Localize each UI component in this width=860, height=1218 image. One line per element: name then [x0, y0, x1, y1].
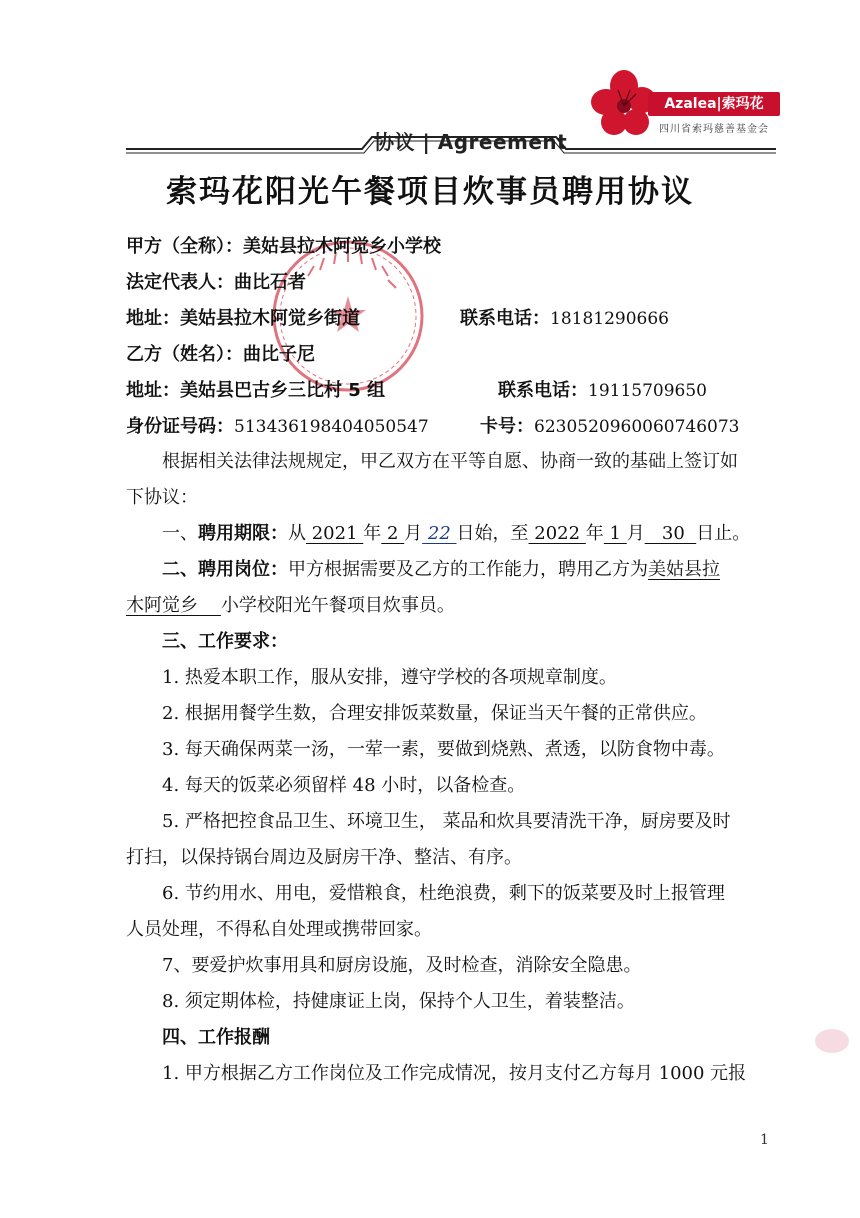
s2-text-2: 小学校阳光午餐项目炊事员。 [220, 595, 455, 616]
s1-text-until: 日始，至 [456, 523, 529, 544]
intro-line-1: 根据相关法律法规规定，甲乙双方在平等自愿、协商一致的基础上签订如 [162, 451, 738, 472]
party-b-addr-label: 地址： [126, 380, 180, 401]
party-b-card: 6230520960060746073 [534, 417, 740, 437]
section-2-line-2 [126, 588, 455, 624]
party-b-name-label: 乙方（姓名）： [126, 344, 243, 365]
party-a-addr-line [126, 304, 360, 330]
s1-month-label-1: 月 [404, 523, 423, 544]
ink-stain [812, 1024, 852, 1058]
logo-subtitle: 四川省索玛慈善基金会 [659, 124, 769, 135]
s3-item-2: 2. 根据用餐学生数，合理安排饭菜数量，保证当天午餐的正常供应。 [162, 703, 707, 724]
s2-heading: 二、聘用岗位： [162, 559, 288, 580]
page-number: 1 [760, 1132, 769, 1148]
s3-item-7: 7、要爱护炊事用具和厨房设施，及时检查，消除安全隐患。 [162, 955, 642, 976]
s1-prefix: 一、 [162, 523, 198, 544]
foundation-logo [588, 68, 786, 138]
section-2-line-1 [162, 552, 720, 588]
party-b-phone: 19115709650 [588, 381, 707, 401]
party-b-phone-label: 联系电话： [498, 380, 588, 401]
s1-end-month: 1 [603, 523, 627, 544]
s1-year-label-2: 年 [585, 523, 604, 544]
s3-item-6-cont: 人员处理，不得私自处理或携带回家。 [126, 919, 432, 940]
party-a-addr: 美姑县拉木阿觉乡街道 [180, 308, 360, 329]
s1-text-end: 日止。 [696, 523, 751, 544]
party-a-line [126, 232, 441, 258]
intro-line-2: 下协议： [126, 487, 198, 508]
s1-start-year: 2021 [306, 523, 364, 544]
party-a-name-label: 甲方（全称）： [126, 236, 243, 257]
party-b-id-line [126, 412, 429, 438]
s1-end-year: 2022 [528, 523, 586, 544]
section-1-term [162, 516, 750, 552]
s1-start-day: 22 [422, 523, 457, 544]
s1-end-day: 30 [644, 523, 697, 544]
s3-item-5-cont: 打扫，以保持锅台周边及厨房干净、整洁、有序。 [126, 847, 522, 868]
party-b-card-line [480, 412, 740, 438]
s2-text-1: 甲方根据需要及乙方的工作能力，聘用乙方为 [288, 559, 648, 580]
document-title: 索玛花阳光午餐项目炊事员聘用协议 [166, 174, 694, 210]
party-b-id-label: 身份证号码： [126, 416, 234, 437]
party-a-rep-label: 法定代表人： [126, 272, 234, 293]
party-a-phone-label: 联系电话： [460, 308, 550, 329]
s1-text-from: 从 [288, 523, 306, 544]
party-b-name: 曲比子尼 [243, 344, 315, 365]
s3-item-4: 4. 每天的饭菜必须留样 48 小时，以备检查。 [162, 775, 526, 796]
s3-item-3: 3. 每天确保两菜一汤，一荤一素，要做到烧熟、煮透，以防食物中毒。 [162, 739, 725, 760]
section-3-heading: 三、工作要求： [162, 631, 288, 652]
section-4-heading: 四、工作报酬 [162, 1027, 270, 1048]
party-b-addr: 美姑县巴古乡三比村 5 组 [180, 380, 386, 401]
party-a-rep: 曲比石者 [234, 272, 306, 293]
s3-item-8: 8. 须定期体检，持健康证上岗，保持个人卫生，着装整洁。 [162, 991, 635, 1012]
s1-month-label-2: 月 [626, 523, 645, 544]
party-a-name: 美姑县拉木阿觉乡小学校 [243, 236, 441, 257]
party-b-phone-line [498, 376, 707, 402]
s1-heading: 聘用期限： [198, 523, 288, 544]
party-a-rep-line [126, 268, 306, 294]
s4-item-1: 1. 甲方根据乙方工作岗位及工作完成情况，按月支付乙方每月 1000 元报 [162, 1063, 747, 1084]
s3-item-1: 1. 热爱本职工作，服从安排，遵守学校的各项规章制度。 [162, 667, 617, 688]
s2-underline-1: 美姑县拉 [648, 559, 720, 580]
s3-item-5: 5. 严格把控食品卫生、环境卫生， 菜品和炊具要清洗干净，厨房要及时 [162, 811, 731, 832]
s1-start-month: 2 [381, 523, 405, 544]
party-b-id: 513436198404050547 [234, 417, 429, 437]
s2-underline-2: 木阿觉乡 [126, 595, 221, 616]
s3-item-6: 6. 节约用水、用电，爱惜粮食，杜绝浪费，剩下的饭菜要及时上报管理 [162, 883, 725, 904]
party-b-addr-line [126, 376, 385, 402]
party-a-phone-line [460, 304, 669, 330]
logo-brand: Azalea|索玛花 [648, 92, 780, 116]
s1-year-label-1: 年 [363, 523, 382, 544]
party-a-addr-label: 地址： [126, 308, 180, 329]
banner-label: 协议 | Agreement [374, 130, 568, 154]
party-a-phone: 18181290666 [550, 309, 669, 329]
party-b-card-label: 卡号： [480, 416, 534, 437]
party-b-line [126, 340, 315, 366]
